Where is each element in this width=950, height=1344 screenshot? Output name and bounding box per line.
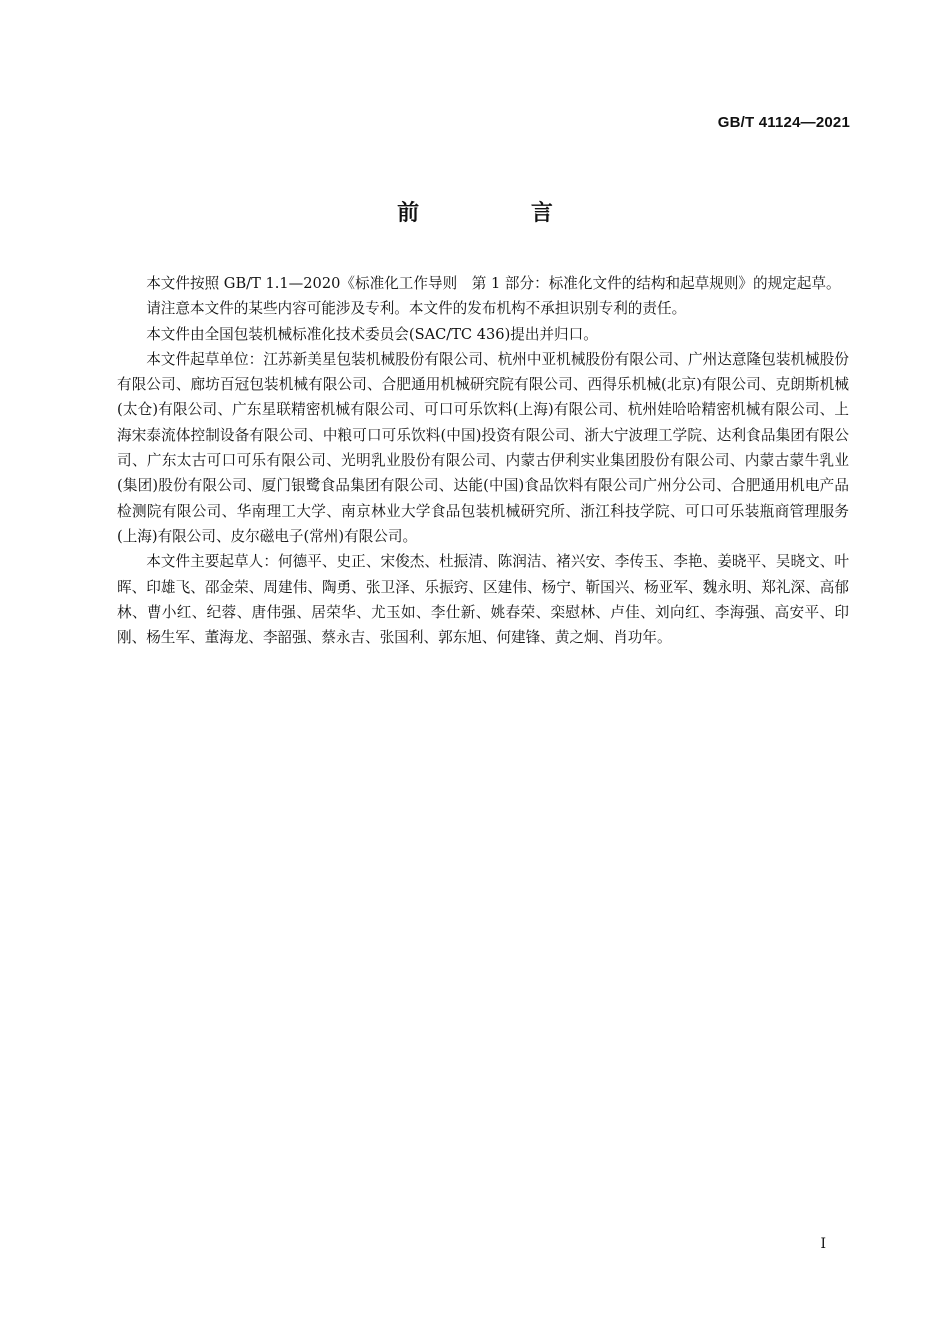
paragraph-drafting-rules: 本文件按照 GB/T 1.1—2020《标准化工作导则 第 1 部分：标准化文件的结构和起草规则》的规定起草。 (146, 275, 841, 292)
paragraph-drafters: 本文件主要起草人：何德平、史正、宋俊杰、杜振清、陈润洁、褚兴安、李传玉、李艳、姜晓平、吴晓文、叶晖、印雄飞、邵金荣、周建伟、陶勇、张卫泽、乐振窍、区建伟、杨宁、靳国兴、杨亚军、魏永明、郑礼深、高郁林、曹小红、纪蓉、唐伟强、居荣华、尤玉如、李仕新、姚春荣、栾慰林、卢佳、刘向红、李海强、高安平、印刚、杨生军、董海龙、李韶强、蔡永吉、张国利、郭东旭、何建锋、黄之炯、肖功年。 (117, 553, 849, 647)
foreword-body (117, 271, 849, 650)
page-number: I (820, 1236, 826, 1252)
page-title: 前 言 (397, 201, 605, 226)
standard-number: GB/T 41124—2021 (717, 114, 850, 131)
paragraph-patent-notice: 请注意本文件的某些内容可能涉及专利。本文件的发布机构不承担识别专利的责任。 (146, 300, 687, 318)
paragraph-drafting-units: 本文件起草单位：江苏新美星包装机械股份有限公司、杭州中亚机械股份有限公司、广州达意隆包装机械股份有限公司、廊坊百冠包装机械有限公司、合肥通用机械研究院有限公司、西得乐机械(北京)有限公司、克朗斯机械(太仓)有限公司、广东星联精密机械有限公司、可口可乐饮料(上海)有限公司、杭州娃哈哈精密机械有限公司、上海宋泰流体控制设备有限公司、中粮可口可乐饮料(中国)投资有限公司、浙大宁波理工学院、达利食品集团有限公司、广东太古可口可乐有限公司、光明乳业股份有限公司、内蒙古伊利实业集团股份有限公司、内蒙古蒙牛乳业(集团)股份有限公司、厦门银鹭食品集团有限公司、达能(中国)食品饮料有限公司广州分公司、合肥通用机电产品检测院有限公司、华南理工大学、南京林业大学食品包装机械研究所、浙江科技学院、可口可乐装瓶商管理服务(上海)有限公司、皮尔磁电子(常州)有限公司。 (117, 350, 849, 545)
paragraph-committee: 本文件由全国包装机械标准化技术委员会(SAC/TC 436)提出并归口。 (146, 325, 598, 343)
